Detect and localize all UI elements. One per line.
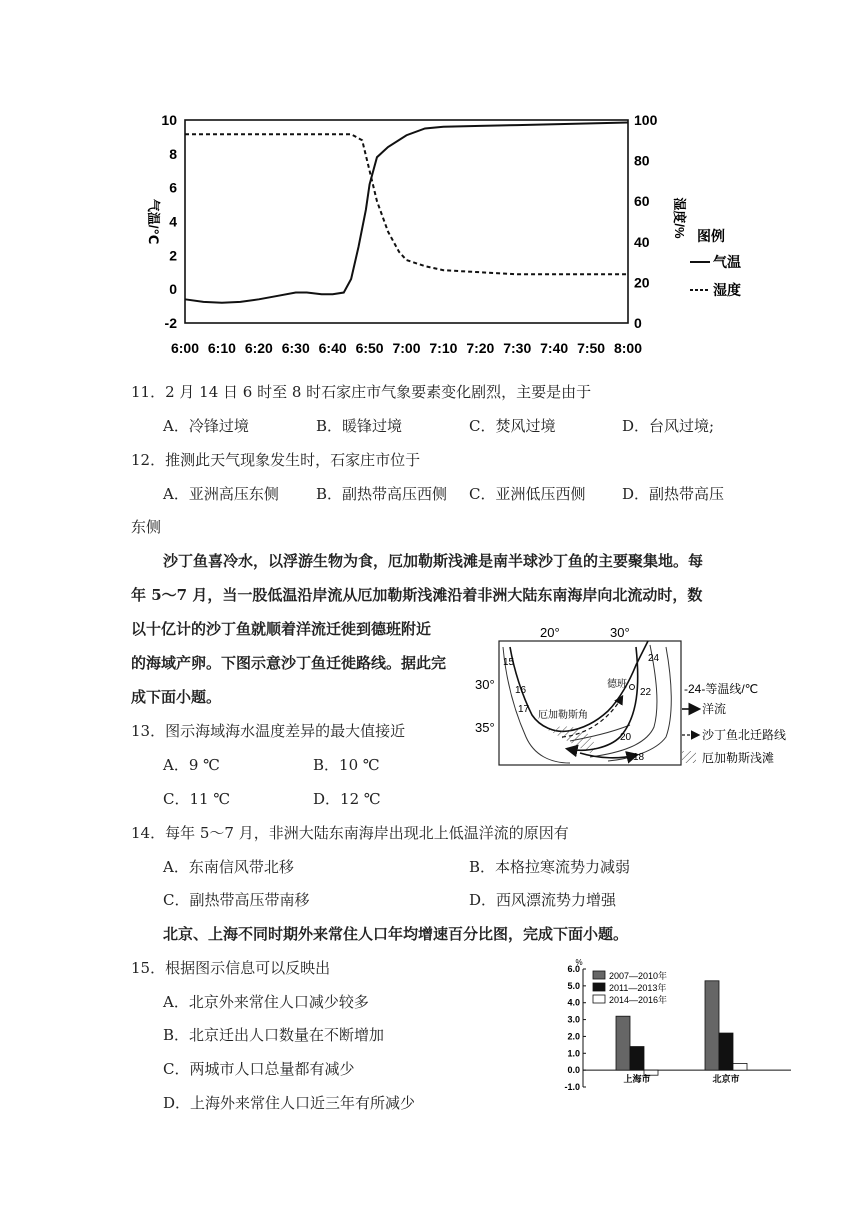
legend-current: 洋流 xyxy=(702,702,727,716)
y-tick-label: 2.0 xyxy=(567,1031,580,1042)
q13-option-c[interactable]: C．11 ℃ xyxy=(163,790,231,808)
population-growth-chart xyxy=(555,955,795,1095)
category-label: 上海市 xyxy=(623,1074,651,1085)
place-durban: 德班 xyxy=(607,679,627,690)
q13-option-b[interactable]: B．10 ℃ xyxy=(313,756,380,774)
y-tick-label: 0 xyxy=(169,281,177,298)
x-tick-label: 8:00 xyxy=(613,340,643,356)
passage-2: 北京、上海不同时期外来常住人口年均增速百分比图，完成下面小题。 xyxy=(163,925,629,943)
plot-frame xyxy=(185,120,628,323)
lat-label-35: 35° xyxy=(475,720,495,735)
x-tick-label: 6:10 xyxy=(207,340,236,356)
weather-chart-svg xyxy=(135,108,755,363)
x-tick-label: 6:40 xyxy=(318,340,347,356)
place-cape-agulhas: 厄加勒斯角 xyxy=(538,710,588,721)
legend-swatch xyxy=(593,971,605,979)
legend-swatch xyxy=(593,983,605,991)
durban-point xyxy=(630,685,635,690)
y-tick-label: 6 xyxy=(169,179,177,196)
x-tick-label: 7:20 xyxy=(466,340,495,356)
q14-option-c[interactable]: C．副热带高压带南移 xyxy=(163,891,310,909)
x-tick-label: 7:50 xyxy=(577,340,606,356)
q15-option-d[interactable]: D．上海外来常住人口近三年有所减少 xyxy=(163,1094,416,1112)
isotherm-label: 20 xyxy=(620,732,632,743)
q12-option-b[interactable]: B．副热带高压西侧 xyxy=(316,485,448,503)
q13-option-d[interactable]: D．12 ℃ xyxy=(313,790,381,808)
q12-option-d-continued: 东侧 xyxy=(131,518,162,536)
legend-shoal-symbol xyxy=(682,751,696,763)
x-tick-label: 7:00 xyxy=(392,340,421,356)
x-tick-label: 7:40 xyxy=(540,340,569,356)
lat-label-30: 30° xyxy=(475,677,495,692)
legend-label: 2014—2016年 xyxy=(609,995,668,1005)
q14-option-b[interactable]: B．本格拉寒流势力减弱 xyxy=(469,858,631,876)
map-svg xyxy=(470,625,800,770)
x-tick-label: 7:10 xyxy=(429,340,458,356)
lon-label-30: 30° xyxy=(610,625,630,640)
q15-option-a[interactable]: A．北京外来常住人口减少较多 xyxy=(163,993,369,1011)
lon-label-20: 20° xyxy=(540,625,560,640)
humidity-line xyxy=(185,134,628,274)
question-15: 15．根据图示信息可以反映出 xyxy=(131,959,331,977)
y2-tick-label: 60 xyxy=(634,193,650,210)
isotherm-label: 15 xyxy=(503,657,515,668)
legend-humidity-label: 湿度 xyxy=(713,282,741,298)
bar xyxy=(705,981,719,1070)
y-tick-label: -1.0 xyxy=(564,1082,580,1092)
y2-tick-label: 100 xyxy=(634,112,658,128)
y-tick-label: 10 xyxy=(161,112,177,128)
isotherm-label: 16 xyxy=(515,685,527,696)
y-tick-label: -2 xyxy=(164,315,177,331)
passage-1-line-5: 成下面小题。 xyxy=(131,688,222,706)
temperature-line xyxy=(185,123,628,303)
isotherm-label: 22 xyxy=(640,687,652,698)
question-14: 14．每年 5～7 月，非洲大陆东南海岸出现北上低温洋流的原因有 xyxy=(131,824,569,842)
bar xyxy=(630,1047,644,1071)
isotherm-label: 17 xyxy=(518,704,530,715)
question-13: 13．图示海域海水温度差异的最大值接近 xyxy=(131,722,406,740)
q15-option-b[interactable]: B．北京迁出人口数量在不断增加 xyxy=(163,1026,385,1044)
legend-title: 图例 xyxy=(697,228,725,244)
y2-tick-label: 0 xyxy=(634,315,642,331)
q14-option-d[interactable]: D．西风漂流势力增强 xyxy=(469,891,617,909)
passage-1-line-2: 年 5～7 月，当一股低温沿岸流从厄加勒斯浅滩沿着非洲大陆东南海岸向北流动时，数 xyxy=(131,586,703,604)
legend-label: 2011—2013年 xyxy=(609,983,667,993)
y-axis-label: 气温/℃ xyxy=(146,198,161,245)
legend-swatch xyxy=(593,995,605,1003)
question-11: 11．2 月 14 日 6 时至 8 时石家庄市气象要素变化剧烈，主要是由于 xyxy=(131,383,592,401)
y-tick-label: 4.0 xyxy=(567,997,580,1008)
y-tick-label: 3.0 xyxy=(567,1014,580,1025)
legend-label: 2007—2010年 xyxy=(609,971,668,981)
q13-option-a[interactable]: A．9 ℃ xyxy=(163,756,220,774)
legend-isotherm: -24-等温线/℃ xyxy=(684,682,759,696)
y-tick-label: 0.0 xyxy=(567,1065,580,1076)
passage-1-line-1: 沙丁鱼喜冷水，以浮游生物为食，厄加勒斯浅滩是南半球沙丁鱼的主要聚集地。每 xyxy=(163,552,704,570)
legend-route: 沙丁鱼北迁路线 xyxy=(702,728,787,742)
y-tick-label: 2 xyxy=(169,247,177,264)
x-tick-label: 6:30 xyxy=(281,340,310,356)
x-tick-label: 7:30 xyxy=(503,340,532,356)
y2-axis-label: 湿度/% xyxy=(672,197,687,239)
y-tick-label: 8 xyxy=(169,145,177,162)
y-tick-label: 5.0 xyxy=(567,980,580,991)
q11-option-c[interactable]: C．焚风过境 xyxy=(469,417,556,435)
x-tick-label: 6:00 xyxy=(170,340,200,356)
isotherm-label: 24 xyxy=(648,653,660,664)
passage-1-line-4: 的海域产卵。下图示意沙丁鱼迁徙路线。据此完 xyxy=(131,654,447,672)
passage-1-line-3: 以十亿计的沙丁鱼就顺着洋流迁徙到德班附近 xyxy=(131,620,432,638)
bar-chart-svg xyxy=(555,955,795,1095)
category-label: 北京市 xyxy=(712,1074,740,1085)
isotherm-label: 18 xyxy=(633,752,645,763)
q14-option-a[interactable]: A．东南信风带北移 xyxy=(163,858,294,876)
y-tick-label: 6.0 xyxy=(567,964,580,974)
question-12: 12．推测此天气现象发生时，石家庄市位于 xyxy=(131,451,421,469)
bar xyxy=(616,1016,630,1070)
q12-option-c[interactable]: C．亚洲低压西侧 xyxy=(469,485,586,503)
y2-tick-label: 80 xyxy=(634,152,650,169)
q12-option-d[interactable]: D．副热带高压 xyxy=(622,485,725,503)
bar xyxy=(733,1063,747,1070)
y-tick-label: 1.0 xyxy=(567,1048,580,1059)
x-tick-label: 6:20 xyxy=(244,340,273,356)
legend-shoal: 厄加勒斯浅滩 xyxy=(702,751,775,765)
sardine-migration-map xyxy=(470,625,800,770)
q11-option-d[interactable]: D．台风过境; xyxy=(622,417,715,435)
q11-option-a[interactable]: A．冷锋过境 xyxy=(163,417,249,435)
legend-temperature-label: 气温 xyxy=(713,254,741,270)
y-tick-label: 4 xyxy=(169,213,177,230)
weather-chart xyxy=(135,108,755,363)
y2-tick-label: 40 xyxy=(634,233,650,250)
x-tick-label: 6:50 xyxy=(355,340,384,356)
unit-label: % xyxy=(575,958,583,967)
q15-option-c[interactable]: C．两城市人口总量都有减少 xyxy=(163,1060,355,1078)
y2-tick-label: 20 xyxy=(634,274,650,291)
q12-option-a[interactable]: A．亚洲高压东侧 xyxy=(163,485,279,503)
q11-option-b[interactable]: B．暖锋过境 xyxy=(316,417,403,435)
bar xyxy=(719,1033,733,1070)
